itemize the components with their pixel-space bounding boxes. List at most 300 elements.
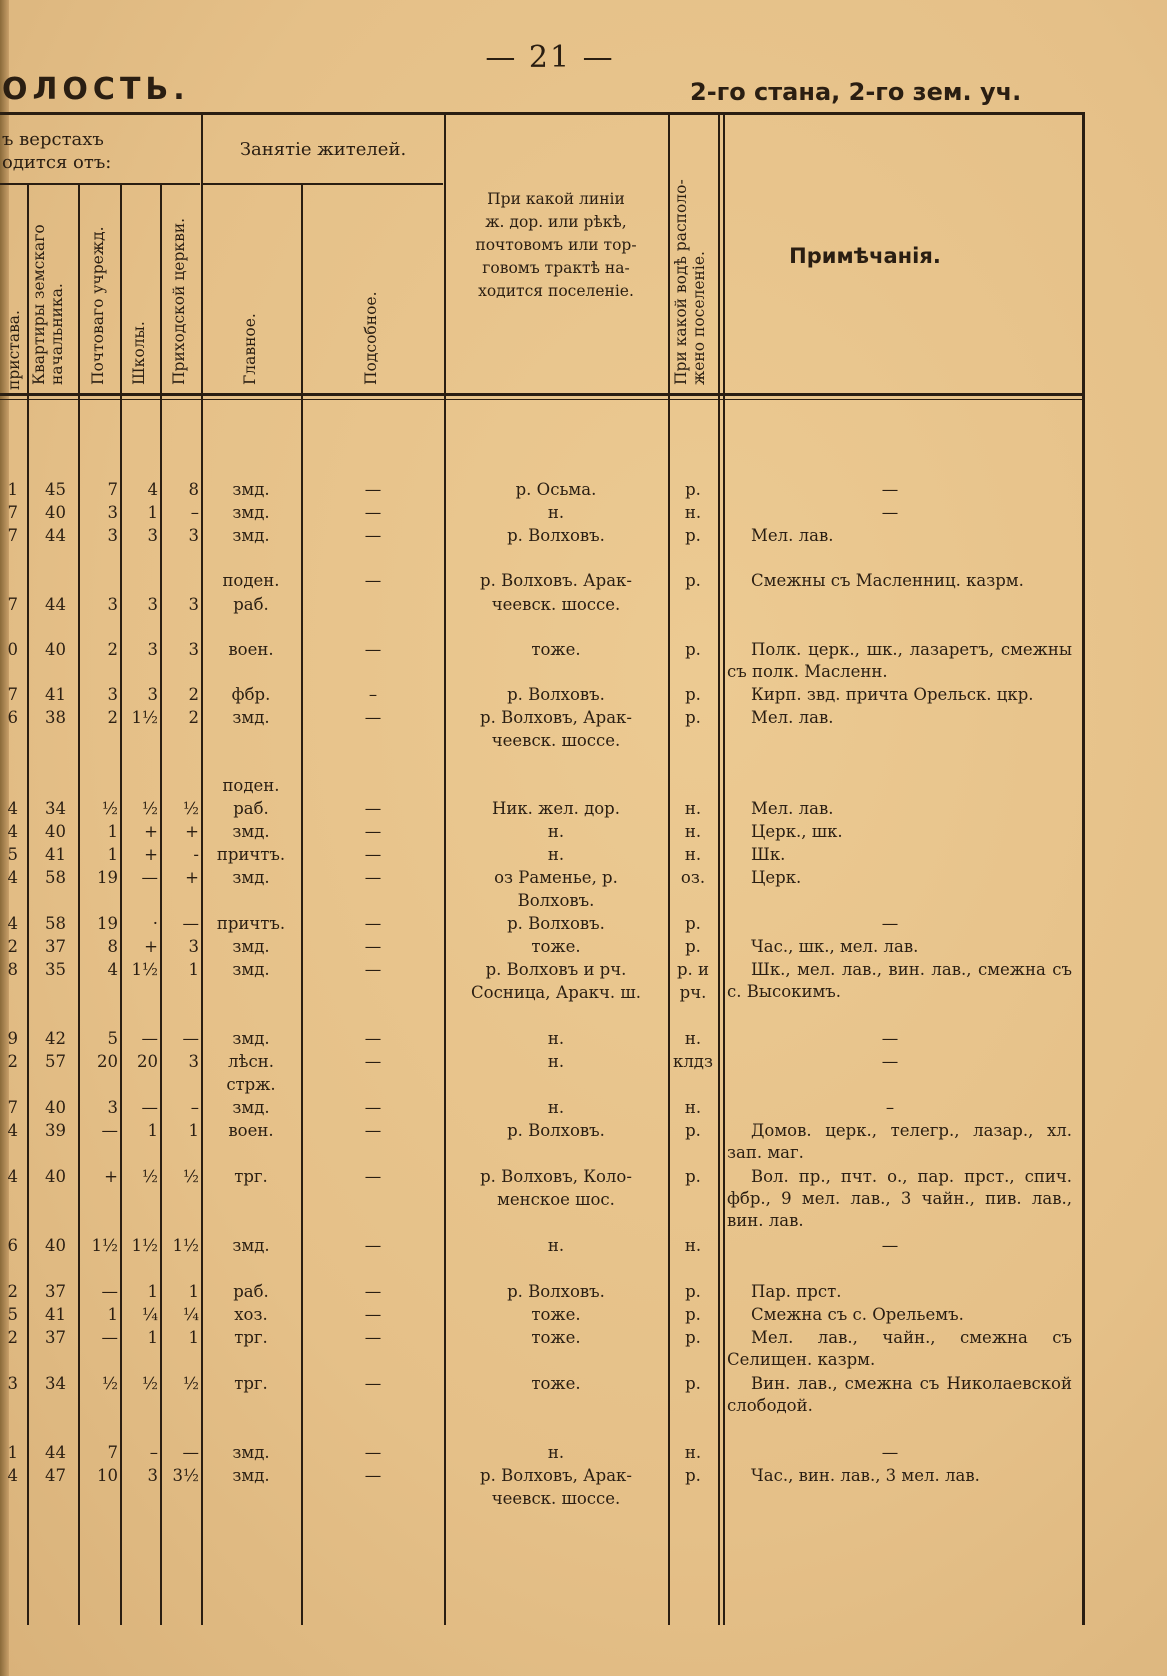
cell-main-occupation: змд. <box>232 1236 270 1255</box>
line-header-1: При какой линіи <box>487 190 625 208</box>
cell-location: н. <box>547 1029 565 1048</box>
distance-header-line2: одится отъ: <box>2 152 112 173</box>
cell-church: ¼ <box>183 1305 199 1324</box>
cell-church: 2 <box>188 685 199 704</box>
cell-post: 10 <box>97 1466 118 1485</box>
cell-note: Смежны съ Масленниц. казрм. <box>751 571 1024 590</box>
cell-note: Смежна съ с. Орельемъ. <box>751 1305 964 1324</box>
cell-aux-occupation: — <box>364 1443 382 1462</box>
cell-main-occupation: змд. <box>232 526 270 545</box>
cell-pristav: 4 <box>7 1466 18 1485</box>
cell-main-occupation: змд. <box>232 960 270 979</box>
col-rule <box>78 185 80 1625</box>
cell-pristav: 8 <box>7 960 18 979</box>
cell-zemsky: 57 <box>45 1052 66 1071</box>
cell-water: р. <box>685 937 701 956</box>
cell-water: р. <box>685 708 701 727</box>
cell-main-occupation: причтъ. <box>216 845 286 864</box>
cell-location: менское шос. <box>497 1190 615 1209</box>
cell-location: Сосница, Аракч. ш. <box>471 983 641 1002</box>
cell-location: р. Осьма. <box>515 480 597 499</box>
cell-water: н. <box>684 1443 702 1462</box>
cell-location: тоже. <box>531 1305 581 1324</box>
cell-location: р. Волховъ, Арак- <box>480 708 632 727</box>
col-rule <box>723 115 725 1625</box>
cell-church: - <box>193 845 199 864</box>
cell-school: – <box>149 1443 158 1462</box>
cell-location: тоже. <box>531 937 581 956</box>
cell-location: н. <box>547 822 565 841</box>
cell-post: 3 <box>107 595 118 614</box>
cell-water: р. <box>685 640 701 659</box>
cell-pristav: 5 <box>7 845 18 864</box>
cell-post: 3 <box>107 1098 118 1117</box>
cell-water: р. <box>685 1167 701 1186</box>
cell-church: 1 <box>188 960 199 979</box>
cell-church: 3½ <box>172 1466 199 1485</box>
cell-main-occupation: змд. <box>232 503 270 522</box>
cell-location: Ник. жел. дор. <box>491 799 620 818</box>
col-rule <box>718 115 720 1625</box>
cell-post: 5 <box>107 1029 118 1048</box>
cell-water: р. и <box>676 960 710 979</box>
cell-note: Пар. прст. <box>751 1282 842 1301</box>
col-school: Школы. <box>130 321 148 385</box>
col-water <box>672 179 708 385</box>
line-header-5: ходится поселеніе. <box>478 282 634 300</box>
cell-church: — <box>182 1443 199 1462</box>
cell-water: р. <box>685 571 701 590</box>
cell-water: н. <box>684 822 702 841</box>
cell-aux-occupation: — <box>364 937 382 956</box>
cell-post: 7 <box>107 480 118 499</box>
cell-zemsky: 40 <box>45 822 66 841</box>
cell-church: 3 <box>188 595 199 614</box>
cell-note: — <box>881 503 899 522</box>
cell-school: ½ <box>142 799 158 818</box>
cell-main-occupation: стрж. <box>226 1075 276 1094</box>
cell-aux-occupation: — <box>364 503 382 522</box>
cell-church: 1 <box>188 1121 199 1140</box>
cell-location: р. Волховъ. <box>507 685 605 704</box>
cell-church: 3 <box>188 526 199 545</box>
cell-post: 2 <box>107 708 118 727</box>
cell-note: — <box>881 1236 899 1255</box>
cell-note: Мел. лав. <box>751 799 834 818</box>
cell-water: н. <box>684 1029 702 1048</box>
cell-water: н. <box>684 1236 702 1255</box>
cell-main-occupation: воен. <box>228 640 274 659</box>
cell-school: 1½ <box>131 1236 158 1255</box>
cell-note: Мел. лав., чайн., смежна съ Селищен. казрм. <box>727 1328 1072 1369</box>
cell-pristav: 3 <box>7 1374 18 1393</box>
cell-location: р. Волховъ и рч. <box>485 960 627 979</box>
cell-post: 1½ <box>91 1236 118 1255</box>
cell-pristav: 4 <box>7 799 18 818</box>
cell-church: ½ <box>183 1374 199 1393</box>
cell-aux-occupation: — <box>364 1328 382 1347</box>
cell-note: Полк. церк., шк., лазаретъ, смежны съ полк. Масленн. <box>727 640 1072 681</box>
top-rule <box>0 112 1085 115</box>
cell-location: н. <box>547 1236 565 1255</box>
distance-header <box>0 128 200 174</box>
cell-school: 1½ <box>131 960 158 979</box>
line-header-4: говомъ трактѣ на- <box>482 259 630 277</box>
cell-aux-occupation: — <box>364 1121 382 1140</box>
cell-zemsky: 37 <box>45 937 66 956</box>
cell-zemsky: 40 <box>45 1236 66 1255</box>
cell-note: — <box>881 1443 899 1462</box>
col-post: Почтоваго учрежд. <box>89 226 107 385</box>
cell-main-occupation: причтъ. <box>216 914 286 933</box>
cell-zemsky: 44 <box>45 595 66 614</box>
cell-note: Вол. пр., пчт. о., пар. прст., спич. фбр., 9 мел. лав., 3 чайн., пив. лав., вин. лав. <box>727 1167 1072 1230</box>
cell-post: 3 <box>107 685 118 704</box>
cell-main-occupation: поден. <box>222 776 280 795</box>
cell-aux-occupation: — <box>364 480 382 499</box>
cell-school: 3 <box>147 1466 158 1485</box>
cell-zemsky: 34 <box>45 1374 66 1393</box>
cell-school: 3 <box>147 685 158 704</box>
cell-water: р. <box>685 1305 701 1324</box>
cell-location: р. Волховъ. <box>507 526 605 545</box>
cell-church: + <box>185 822 199 841</box>
cell-pristav: 7 <box>7 1098 18 1117</box>
cell-water: оз. <box>680 868 706 887</box>
cell-location: р. Волховъ. Арак- <box>480 571 632 590</box>
cell-zemsky: 39 <box>45 1121 66 1140</box>
cell-church: ½ <box>183 1167 199 1186</box>
cell-note: — <box>881 480 899 499</box>
col-main: Главное. <box>241 313 259 385</box>
cell-location: чеевск. шоссе. <box>491 731 621 750</box>
cell-note: Кирп. звд. причта Орельск. цкр. <box>751 685 1034 704</box>
cell-zemsky: 40 <box>45 1098 66 1117</box>
cell-water: н. <box>684 1098 702 1117</box>
cell-pristav: 0 <box>7 640 18 659</box>
cell-location: р. Волховъ. <box>507 1121 605 1140</box>
cell-pristav: 4 <box>7 1167 18 1186</box>
cell-aux-occupation: — <box>364 1305 382 1324</box>
cell-main-occupation: трг. <box>234 1328 268 1347</box>
cell-main-occupation: змд. <box>232 1466 270 1485</box>
cell-school: — <box>141 1098 158 1117</box>
header-right: 2-го стана, 2-го зем. уч. <box>690 78 1022 106</box>
subheader-rule-occupation <box>203 183 443 185</box>
cell-school: 3 <box>147 595 158 614</box>
cell-main-occupation: поден. <box>222 571 280 590</box>
cell-zemsky: 58 <box>45 914 66 933</box>
cell-school: 1 <box>147 1328 158 1347</box>
cell-note: Церк. <box>751 868 802 887</box>
cell-zemsky: 40 <box>45 503 66 522</box>
cell-aux-occupation: — <box>364 799 382 818</box>
col-pristav: пристава. <box>5 310 23 390</box>
col-rule <box>120 185 122 1625</box>
cell-pristav: 4 <box>7 914 18 933</box>
cell-post: ½ <box>102 1374 118 1393</box>
cell-aux-occupation: — <box>364 526 382 545</box>
cell-school: + <box>144 937 158 956</box>
cell-pristav: 1 <box>7 480 18 499</box>
cell-aux-occupation: — <box>364 914 382 933</box>
cell-church: 2 <box>188 708 199 727</box>
cell-pristav: 6 <box>7 708 18 727</box>
col-zemsky <box>30 224 66 385</box>
cell-church: — <box>182 1029 199 1048</box>
cell-post: 2 <box>107 640 118 659</box>
cell-post: 19 <box>97 868 118 887</box>
cell-school: 20 <box>137 1052 158 1071</box>
cell-church: 1 <box>188 1328 199 1347</box>
cell-location: тоже. <box>531 1328 581 1347</box>
cell-location: н. <box>547 1098 565 1117</box>
cell-location: н. <box>547 503 565 522</box>
cell-zemsky: 34 <box>45 799 66 818</box>
cell-note: Мел. лав. <box>751 708 834 727</box>
cell-location: р. Волховъ, Арак- <box>480 1466 632 1485</box>
cell-post: + <box>104 1167 118 1186</box>
cell-location: тоже. <box>531 640 581 659</box>
cell-note: Час., вин. лав., 3 мел. лав. <box>751 1466 980 1485</box>
cell-church: – <box>190 503 199 522</box>
cell-aux-occupation: — <box>364 571 382 590</box>
cell-main-occupation: змд. <box>232 480 270 499</box>
cell-post: 3 <box>107 503 118 522</box>
cell-pristav: 5 <box>7 1305 18 1324</box>
cell-aux-occupation: — <box>364 822 382 841</box>
cell-water: р. <box>685 1466 701 1485</box>
cell-zemsky: 47 <box>45 1466 66 1485</box>
cell-post: 8 <box>107 937 118 956</box>
cell-water: н. <box>684 503 702 522</box>
col-rule <box>1082 115 1085 1625</box>
line-header-2: ж. дор. или рѣкѣ, <box>485 213 627 231</box>
cell-post: — <box>101 1282 118 1301</box>
cell-aux-occupation: — <box>364 708 382 727</box>
cell-zemsky: 58 <box>45 868 66 887</box>
col-water-line2: жено поселеніе. <box>690 251 708 385</box>
cell-location: чеевск. шоссе. <box>491 1489 621 1508</box>
cell-aux-occupation: — <box>364 1167 382 1186</box>
cell-water: рч. <box>679 983 707 1002</box>
cell-location: р. Волховъ. <box>507 914 605 933</box>
cell-water: р. <box>685 1328 701 1347</box>
cell-note: Шк. <box>751 845 786 864</box>
cell-aux-occupation: — <box>364 960 382 979</box>
col-water-line1: При какой водѣ располо- <box>672 179 690 385</box>
cell-post: — <box>101 1121 118 1140</box>
header-bottom-rule <box>0 393 1085 396</box>
cell-church: 8 <box>188 480 199 499</box>
cell-school: 3 <box>147 526 158 545</box>
cell-post: 3 <box>107 526 118 545</box>
cell-school: 1 <box>147 1121 158 1140</box>
cell-water: н. <box>684 845 702 864</box>
cell-post: 1 <box>107 845 118 864</box>
col-rule <box>160 185 162 1625</box>
cell-location: р. Волховъ, Коло- <box>480 1167 632 1186</box>
cell-church: 1½ <box>172 1236 199 1255</box>
cell-post: 19 <box>97 914 118 933</box>
cell-post: 20 <box>97 1052 118 1071</box>
cell-church: + <box>185 868 199 887</box>
cell-zemsky: 41 <box>45 1305 66 1324</box>
cell-main-occupation: трг. <box>234 1167 268 1186</box>
cell-water: р. <box>685 480 701 499</box>
col-aux: Подсобное. <box>362 291 380 385</box>
col-zemsky-line1: Квартиры земскаго <box>30 224 48 385</box>
cell-school: 4 <box>147 480 158 499</box>
col-zemsky-line2: начальника. <box>48 283 66 385</box>
cell-note: Шк., мел. лав., вин. лав., смежна съ с. Высокимъ. <box>727 960 1072 1001</box>
cell-main-occupation: трг. <box>234 1374 268 1393</box>
cell-water: р. <box>685 1282 701 1301</box>
cell-water: р. <box>685 1374 701 1393</box>
cell-aux-occupation: — <box>364 1466 382 1485</box>
cell-main-occupation: лѣсн. <box>228 1052 274 1071</box>
cell-pristav: 4 <box>7 822 18 841</box>
cell-aux-occupation: — <box>364 1236 382 1255</box>
cell-church: ½ <box>183 799 199 818</box>
cell-zemsky: 40 <box>45 1167 66 1186</box>
cell-main-occupation: раб. <box>233 1282 269 1301</box>
cell-main-occupation: змд. <box>232 1098 270 1117</box>
col-church: Приходской церкви. <box>170 217 188 385</box>
cell-water: р. <box>685 914 701 933</box>
cell-location: чеевск. шоссе. <box>491 595 621 614</box>
cell-note: Домов. церк., телегр., лазар., хл. зап. маг. <box>727 1121 1072 1162</box>
cell-location: оз Раменье, р. <box>494 868 618 887</box>
cell-zemsky: 41 <box>45 845 66 864</box>
cell-school: + <box>144 845 158 864</box>
cell-post: ½ <box>102 799 118 818</box>
cell-school: ¼ <box>142 1305 158 1324</box>
cell-location: тоже. <box>531 1374 581 1393</box>
line-header <box>446 188 666 303</box>
cell-post: — <box>101 1328 118 1347</box>
cell-church: 3 <box>188 937 199 956</box>
cell-pristav: 7 <box>7 595 18 614</box>
cell-school: 1½ <box>131 708 158 727</box>
cell-main-occupation: змд. <box>232 708 270 727</box>
cell-post: 1 <box>107 822 118 841</box>
cell-note: — <box>881 1029 899 1048</box>
cell-aux-occupation: — <box>364 1374 382 1393</box>
cell-school: · <box>152 914 158 933</box>
cell-main-occupation: змд. <box>232 822 270 841</box>
cell-main-occupation: раб. <box>233 799 269 818</box>
cell-main-occupation: змд. <box>232 1443 270 1462</box>
cell-zemsky: 44 <box>45 1443 66 1462</box>
cell-water: р. <box>685 1121 701 1140</box>
cell-pristav: 9 <box>7 1029 18 1048</box>
cell-aux-occupation: — <box>364 1098 382 1117</box>
occupation-header: Занятіе жителей. <box>239 139 407 160</box>
cell-main-occupation: раб. <box>233 595 269 614</box>
page-number: — 21 — <box>485 40 615 75</box>
cell-water: р. <box>685 526 701 545</box>
cell-church: — <box>182 914 199 933</box>
cell-post: 1 <box>107 1305 118 1324</box>
cell-main-occupation: змд. <box>232 868 270 887</box>
col-rule <box>301 185 303 1625</box>
cell-school: 3 <box>147 640 158 659</box>
cell-school: ½ <box>142 1167 158 1186</box>
cell-location: н. <box>547 1443 565 1462</box>
cell-aux-occupation: — <box>364 868 382 887</box>
cell-note: — <box>881 1052 899 1071</box>
cell-pristav: 2 <box>7 1282 18 1301</box>
cell-school: — <box>141 1029 158 1048</box>
header-left: ОЛОСТЬ. <box>2 72 190 107</box>
cell-aux-occupation: – <box>368 685 378 704</box>
cell-church: 1 <box>188 1282 199 1301</box>
cell-water: н. <box>684 799 702 818</box>
cell-aux-occupation: — <box>364 845 382 864</box>
cell-pristav: 4 <box>7 1121 18 1140</box>
cell-zemsky: 38 <box>45 708 66 727</box>
cell-pristav: 2 <box>7 1328 18 1347</box>
cell-note: — <box>881 914 899 933</box>
cell-zemsky: 41 <box>45 685 66 704</box>
cell-note: Час., шк., мел. лав. <box>751 937 919 956</box>
header-bottom-rule-2 <box>0 399 1085 400</box>
cell-main-occupation: воен. <box>228 1121 274 1140</box>
notes-header: Примѣчанія. <box>789 244 941 268</box>
cell-zemsky: 37 <box>45 1282 66 1301</box>
cell-school: 1 <box>147 1282 158 1301</box>
cell-church: – <box>190 1098 199 1117</box>
cell-post: 7 <box>107 1443 118 1462</box>
cell-location: Волховъ. <box>517 891 595 910</box>
cell-pristav: 7 <box>7 503 18 522</box>
cell-pristav: 7 <box>7 685 18 704</box>
cell-note: – <box>885 1098 895 1117</box>
cell-pristav: 2 <box>7 937 18 956</box>
cell-pristav: 4 <box>7 868 18 887</box>
line-header-3: почтовомъ или тор- <box>475 236 637 254</box>
cell-zemsky: 45 <box>45 480 66 499</box>
cell-post: 4 <box>107 960 118 979</box>
cell-location: н. <box>547 845 565 864</box>
cell-main-occupation: хоз. <box>234 1305 268 1324</box>
cell-aux-occupation: — <box>364 1029 382 1048</box>
cell-aux-occupation: — <box>364 1052 382 1071</box>
cell-pristav: 6 <box>7 1236 18 1255</box>
cell-note: Церк., шк. <box>751 822 843 841</box>
distance-header-line1: ъ верстахъ <box>2 129 104 150</box>
cell-aux-occupation: — <box>364 640 382 659</box>
cell-zemsky: 35 <box>45 960 66 979</box>
cell-pristav: 2 <box>7 1052 18 1071</box>
cell-location: р. Волховъ. <box>507 1282 605 1301</box>
cell-church: 3 <box>188 640 199 659</box>
col-rule <box>27 185 29 1625</box>
cell-main-occupation: змд. <box>232 1029 270 1048</box>
cell-pristav: 1 <box>7 1443 18 1462</box>
cell-main-occupation: змд. <box>232 937 270 956</box>
cell-main-occupation: фбр. <box>231 685 271 704</box>
cell-school: 1 <box>147 503 158 522</box>
cell-school: + <box>144 822 158 841</box>
cell-school: — <box>141 868 158 887</box>
cell-location: н. <box>547 1052 565 1071</box>
cell-pristav: 7 <box>7 526 18 545</box>
cell-zemsky: 37 <box>45 1328 66 1347</box>
cell-water: клдз <box>673 1052 713 1071</box>
cell-church: 3 <box>188 1052 199 1071</box>
